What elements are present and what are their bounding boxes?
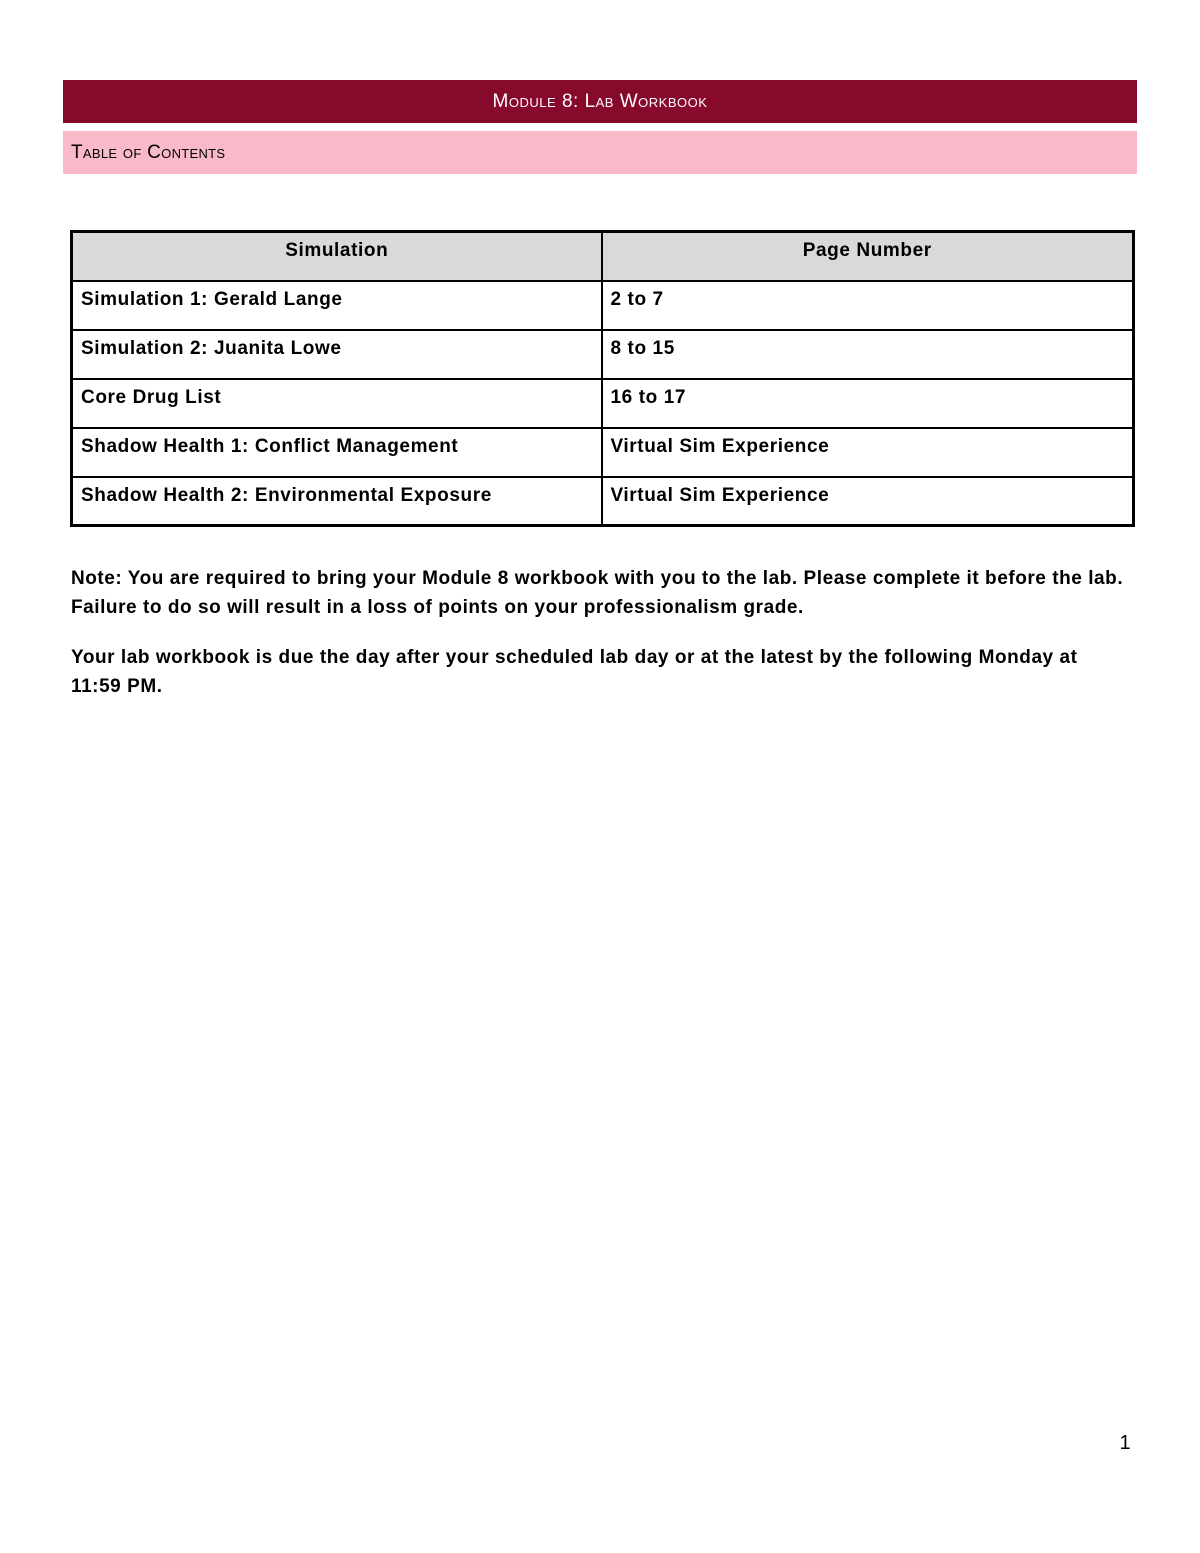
column-header-simulation: Simulation (72, 232, 602, 281)
page-number-cell: Virtual Sim Experience (602, 477, 1134, 526)
column-header-page-number: Page Number (602, 232, 1134, 281)
simulation-cell: Simulation 1: Gerald Lange (72, 281, 602, 330)
page-number: 1 (1119, 1432, 1131, 1454)
table-row (72, 330, 1134, 379)
table-row (72, 281, 1134, 330)
simulation-cell: Simulation 2: Juanita Lowe (72, 330, 602, 379)
table-row (72, 477, 1134, 526)
table-of-contents (70, 230, 1135, 527)
page-number-cell: 16 to 17 (602, 379, 1134, 428)
requirement-note: Note: You are required to bring your Module 8 workbook with you to the lab. Please complete it before the lab. Failure to do so will result in a loss of points on your professionalism grade. (71, 568, 1124, 618)
simulation-cell: Shadow Health 2: Environmental Exposure (72, 477, 602, 526)
table-header-row (72, 232, 1134, 281)
section-heading: Table of Contents (71, 141, 226, 163)
table-row (72, 379, 1134, 428)
document-title: Module 8: Lab Workbook (492, 90, 708, 112)
page-number-cell: 2 to 7 (602, 281, 1134, 330)
table-row (72, 428, 1134, 477)
document-title-bar (63, 80, 1137, 123)
section-heading-bar (63, 131, 1137, 174)
simulation-cell: Core Drug List (72, 379, 602, 428)
page-number-cell: 8 to 15 (602, 330, 1134, 379)
due-date-note: Your lab workbook is due the day after your scheduled lab day or at the latest by the following Monday at 11:59 PM. (71, 647, 1078, 697)
simulation-cell: Shadow Health 1: Conflict Management (72, 428, 602, 477)
page-number-cell: Virtual Sim Experience (602, 428, 1134, 477)
